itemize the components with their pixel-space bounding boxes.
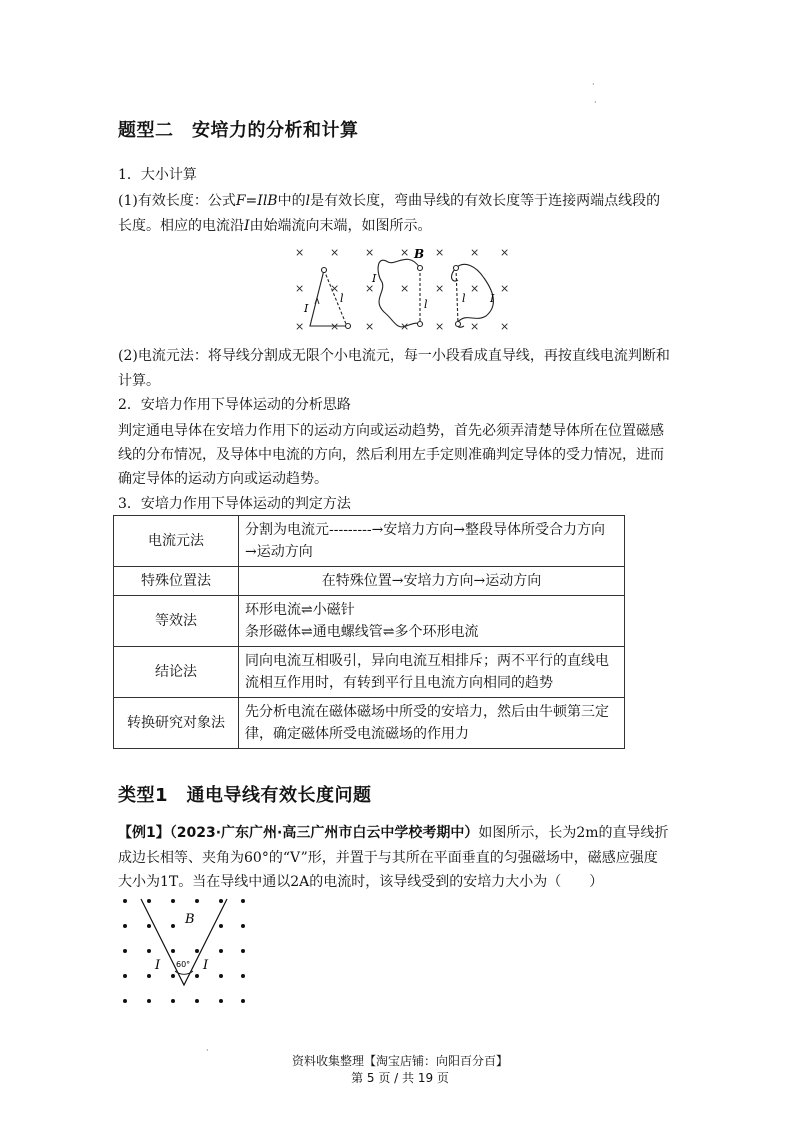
label-I: I [203, 958, 209, 973]
field-cross: × [400, 282, 410, 295]
label-B: B [185, 912, 195, 927]
effective-length-figure [288, 240, 518, 338]
field-cross: × [435, 246, 445, 259]
method-desc [239, 647, 625, 698]
label-l: l [340, 292, 344, 305]
paragraph-current-element-line1: (2)电流元法：将导线分割成无限个小电流元，每一小段看成直导线，再按直线电流判断和 [118, 348, 670, 364]
field-cross: × [295, 282, 305, 295]
field-cross: × [435, 320, 445, 333]
paragraph-effective-length-line2 [118, 216, 432, 236]
example1-line3: 大小为1T。当在导线中通以2A的电流时，该导线受到的安培力大小为（ ） [118, 874, 604, 890]
desc-line: 环形电流⇌小磁针 [245, 602, 355, 618]
heading-type1: 类型1 通电导线有效长度问题 [118, 785, 372, 806]
table-row [114, 647, 625, 698]
variable-I: I [244, 218, 250, 234]
paragraph-analysis-line3: 确定导体的运动方向或运动趋势。 [118, 471, 328, 487]
text-span: 如图所示，长为2m的直导线折 [478, 825, 669, 841]
table-row [114, 516, 625, 567]
method-desc [239, 698, 625, 749]
text-span: 由始端流向末端，如图所示。 [249, 218, 432, 234]
example1-line2: 成边长相等、夹角为60°的“V”形，并置于与其所在平面垂直的匀强磁场中，磁感应强度 [118, 850, 658, 866]
corner-mark: · [592, 80, 595, 89]
field-cross: × [365, 320, 375, 333]
table-row [114, 698, 625, 749]
text-span: (1)有效长度：公式 [118, 193, 236, 209]
methods-table [113, 515, 625, 749]
paragraph-analysis-line2: 线的分布情况，及导体中电流的方向，然后利用左手定则准确判定导体的受力情况，进而 [118, 447, 664, 463]
field-cross: × [500, 320, 510, 333]
angle-label: 60° [176, 960, 191, 969]
corner-mark: · [594, 98, 597, 107]
desc-line: 同向电流互相吸引，异向电流互相排斥；两不平行的直线电 [245, 653, 609, 669]
text-span: 中的 [277, 193, 306, 209]
field-cross: × [500, 282, 510, 295]
method-name: 等效法 [114, 596, 239, 647]
method-name: 电流元法 [114, 516, 239, 567]
footer-mark: · [206, 1046, 209, 1055]
field-cross: × [470, 320, 480, 333]
field-cross: × [295, 246, 305, 259]
field-cross: × [330, 246, 340, 259]
desc-line: 条形磁体⇌通电螺线管⇌多个环形电流 [245, 624, 479, 640]
curl-wire [452, 264, 494, 327]
desc-line: 先分析电流在磁体磁场中所受的安培力，然后由牛顿第三定 [245, 704, 609, 720]
variable-l: l [305, 193, 311, 209]
section3-title: 3．安培力作用下导体运动的判定方法 [118, 496, 351, 512]
label-I: I [372, 272, 377, 285]
footer-page-number: 第 5 页 / 共 19 页 [351, 1071, 449, 1085]
desc-line: 分割为电流元---------→安培力方向→整段导体所受合力方向 [245, 522, 606, 538]
method-name: 转换研究对象法 [114, 698, 239, 749]
field-cross: × [435, 282, 445, 295]
label-I: I [304, 302, 309, 315]
text-span: 是有效长度，弯曲导线的有效长度等于连接两端点线段的 [310, 193, 661, 209]
desc-line: →运动方向 [245, 544, 313, 560]
field-cross: × [500, 246, 510, 259]
table-row [114, 567, 625, 596]
label-I: I [490, 292, 495, 305]
paragraph-analysis-line1: 判定通电导体在安培力作用下的运动方向或运动趋势，首先必须弄清楚导体所在位置磁感 [118, 423, 664, 439]
method-desc [239, 516, 625, 567]
example-tag: 【例1】（2023·广东广州·高三广州市白云中学校考期中） [118, 825, 479, 841]
method-desc [239, 596, 625, 647]
footer-source: 资料收集整理【淘宝店铺：向阳百分百】 [291, 1054, 508, 1068]
example1-line1 [118, 823, 669, 843]
v-wire-figure [115, 893, 255, 1013]
paragraph-effective-length-line1 [118, 191, 660, 211]
desc-line: 律，确定磁体所受电流磁场的作用力 [245, 726, 469, 742]
field-cross: × [470, 246, 480, 259]
field-cross: × [330, 320, 340, 333]
formula: F=IlB [235, 193, 278, 209]
field-cross: × [400, 320, 410, 333]
label-l: l [424, 298, 428, 311]
field-cross: × [470, 282, 480, 295]
section2-title: 2．安培力作用下导体运动的分析思路 [118, 397, 351, 413]
desc-line: 在特殊位置→安培力方向→运动方向 [321, 573, 542, 589]
desc-line: 流相互作用时，有转到平行且电流方向相同的趋势 [245, 675, 553, 691]
method-name: 结论法 [114, 647, 239, 698]
field-cross: × [295, 320, 305, 333]
paragraph-current-element-line2: 计算。 [118, 373, 160, 389]
label-B: B [414, 247, 425, 261]
label-I: I [155, 958, 161, 973]
heading-main: 题型二 安培力的分析和计算 [118, 120, 359, 141]
field-cross: × [330, 282, 340, 295]
table-row [114, 596, 625, 647]
v-wire [141, 899, 227, 985]
method-name: 特殊位置法 [114, 567, 239, 596]
field-cross: × [365, 246, 375, 259]
field-cross: × [400, 246, 410, 259]
field-cross: × [365, 282, 375, 295]
label-l: l [462, 292, 466, 305]
field-dots [123, 899, 245, 1003]
text-span: 长度。相应的电流沿 [118, 218, 244, 234]
method-desc [239, 567, 625, 596]
section1-title: 1．大小计算 [118, 167, 197, 183]
